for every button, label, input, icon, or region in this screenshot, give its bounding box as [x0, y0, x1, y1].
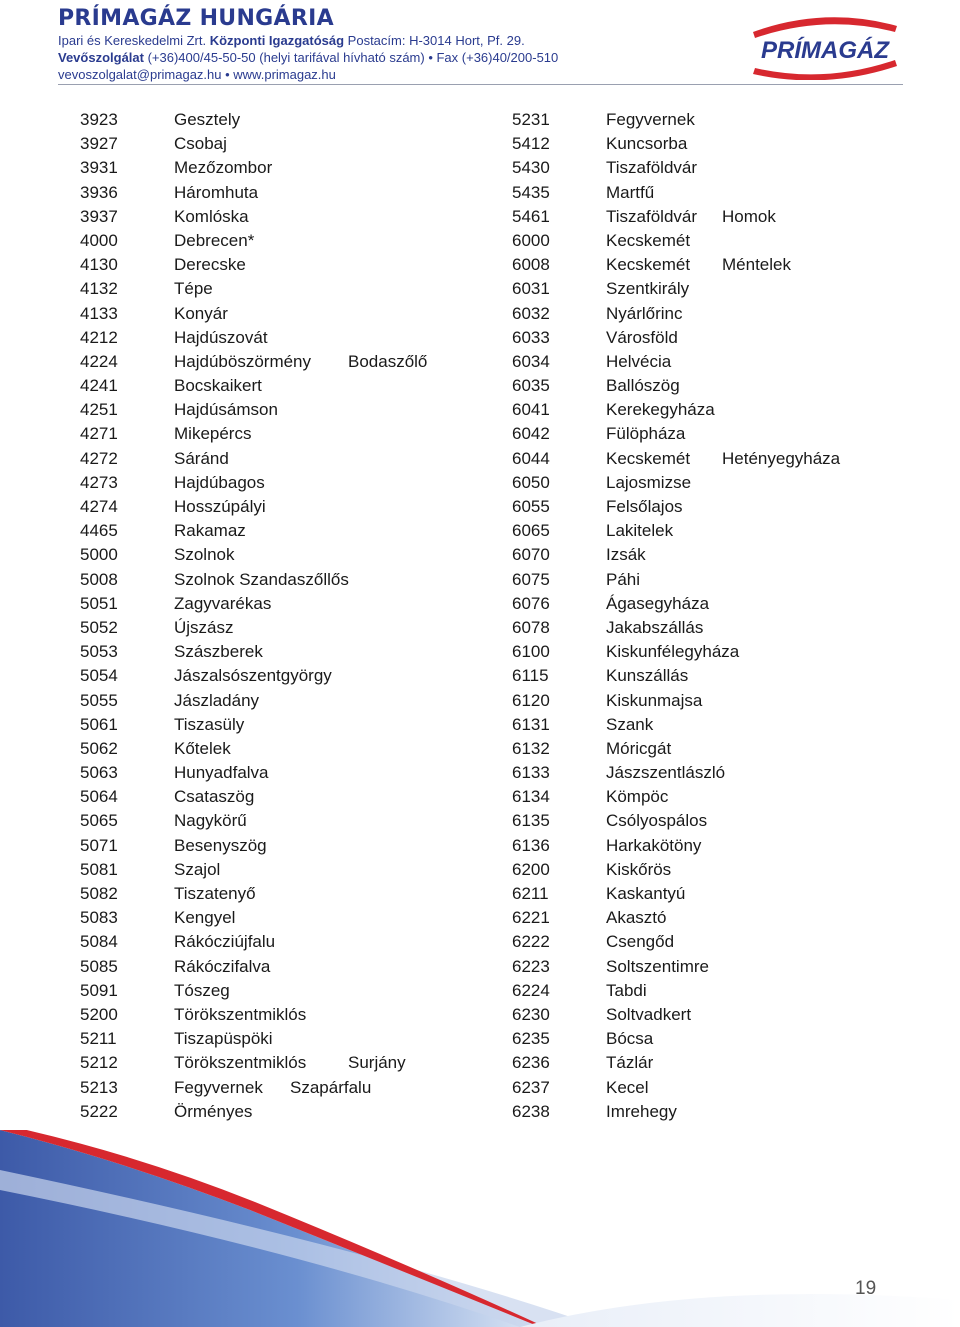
- settlement-name: Hajdúszovát: [174, 327, 268, 347]
- settlement-name: Nyárlőrinc: [606, 303, 683, 323]
- postal-code: 3937: [80, 206, 118, 226]
- settlement-name: Felsőlajos: [606, 497, 683, 516]
- postal-code: 5213: [80, 1077, 118, 1097]
- postal-code: 4212: [80, 327, 118, 347]
- postal-code: 6235: [512, 1029, 550, 1049]
- postal-code: 5054: [80, 666, 118, 686]
- postal-code: 6031: [512, 279, 550, 299]
- settlement-name: Kecskemét: [606, 448, 691, 468]
- district-name: Homok: [722, 206, 776, 226]
- settlement-name: Imrehegy: [606, 1101, 677, 1121]
- postal-code: 6238: [512, 1101, 550, 1121]
- postal-code: 5085: [80, 956, 118, 976]
- postal-code: 5051: [80, 593, 118, 613]
- settlement-name: Ágasegyháza: [606, 593, 710, 613]
- postal-code: 6133: [512, 763, 550, 783]
- postal-code: 6055: [512, 497, 550, 516]
- postal-code: 4130: [80, 255, 118, 275]
- headquarters-label: Központi Igazgatóság: [209, 33, 345, 48]
- settlement-name: Tószeg: [174, 980, 230, 1000]
- logo-swoosh-top: [753, 17, 897, 38]
- postal-code: 4132: [80, 279, 118, 299]
- settlement-name: Szank: [606, 714, 654, 734]
- settlement-name: Konyár: [174, 303, 228, 323]
- postal-code: 6136: [512, 835, 550, 855]
- settlement-name: Tiszaföldvár: [606, 158, 698, 178]
- settlement-name: Örményes: [174, 1101, 253, 1121]
- settlement-name: Zagyvarékas: [174, 593, 272, 613]
- settlement-name: Szentkirály: [606, 279, 690, 299]
- settlement-name: Izsák: [606, 545, 646, 565]
- district-name: Hetényegyháza: [722, 448, 841, 468]
- settlement-name: Fülöpháza: [606, 424, 686, 444]
- settlement-name: Lajosmizse: [606, 472, 692, 492]
- settlement-name: Derecske: [174, 255, 246, 275]
- settlement-name: Sáránd: [174, 448, 229, 468]
- settlement-name: Tiszasüly: [174, 714, 245, 734]
- postal-code: 5071: [80, 835, 118, 855]
- postal-code: 6230: [512, 1004, 550, 1024]
- settlement-name: Ballószög: [606, 376, 680, 396]
- settlement-name: Jakabszállás: [606, 617, 704, 637]
- postal-code: 4224: [80, 351, 118, 371]
- postal-address: Postacím: H-3014 Hort, Pf. 29.: [344, 33, 525, 48]
- settlement-name: Kömpöc: [606, 787, 669, 807]
- postal-code: 5082: [80, 884, 118, 903]
- postal-code: 4133: [80, 303, 118, 323]
- postal-code: 6221: [512, 908, 550, 928]
- settlement-name: Helvécia: [606, 351, 672, 371]
- settlement-name: Kaskantyú: [606, 884, 686, 903]
- settlement-name: Hajdúböszörmény: [174, 351, 312, 371]
- postal-code: 5081: [80, 859, 118, 879]
- company-name: PRÍMAGÁZ HUNGÁRIA: [58, 6, 334, 31]
- postal-code: 5061: [80, 714, 118, 734]
- settlement-name: Akasztó: [606, 908, 667, 928]
- settlement-name: Újszász: [174, 617, 234, 637]
- postal-code: 4274: [80, 497, 118, 516]
- settlement-name: Martfű: [606, 182, 655, 202]
- postal-code: 6236: [512, 1053, 550, 1073]
- settlement-name: Csólyospálos: [606, 811, 708, 831]
- postal-code: 6078: [512, 617, 550, 637]
- postal-code: 5055: [80, 690, 118, 710]
- postal-code: 6120: [512, 690, 550, 710]
- postal-code: 6135: [512, 811, 550, 831]
- header-divider: [58, 84, 903, 85]
- settlement-name: Kiskunfélegyháza: [606, 642, 740, 662]
- settlement-name: Törökszentmiklós: [174, 1053, 307, 1073]
- postal-code: 3927: [80, 134, 118, 154]
- settlement-name: Tiszatenyő: [174, 884, 256, 903]
- header-web-line[interactable]: vevoszolgalat@primagaz.hu • www.primagaz.hu: [58, 67, 336, 82]
- postal-code: 5052: [80, 617, 118, 637]
- postal-code: 6132: [512, 738, 550, 758]
- company-type: Ipari és Kereskedelmi Zrt.: [58, 33, 210, 48]
- settlement-name: Tabdi: [606, 980, 647, 1000]
- postal-code: 5222: [80, 1101, 118, 1121]
- postal-code: 5084: [80, 932, 118, 952]
- postal-code: 6070: [512, 545, 550, 565]
- settlement-name: Csengőd: [606, 932, 675, 952]
- postal-code: 6034: [512, 351, 550, 371]
- settlement-name: Jászalsószentgyörgy: [174, 666, 332, 686]
- settlement-name: Szolnok: [174, 545, 235, 565]
- postal-code: 6008: [512, 255, 550, 275]
- settlement-name: Soltvadkert: [606, 1004, 692, 1024]
- postal-code: 6224: [512, 980, 550, 1000]
- settlement-name: Kunszállás: [606, 666, 689, 686]
- postal-code: 6222: [512, 932, 550, 952]
- postal-code: 5000: [80, 545, 118, 565]
- settlement-name: Szolnok Szandaszőllős: [174, 569, 349, 589]
- postal-code: 5461: [512, 206, 550, 226]
- settlement-name: Tiszaföldvár: [606, 206, 698, 226]
- postal-code: 5008: [80, 569, 118, 589]
- postal-code: 5430: [512, 158, 550, 178]
- settlement-name: Soltszentimre: [606, 956, 709, 976]
- phone-fax: (+36)400/45-50-50 (helyi tarifával hívható szám) • Fax (+36)40/200-510: [143, 50, 559, 65]
- postal-code: 6044: [512, 448, 550, 468]
- postal-code: 5063: [80, 763, 118, 783]
- postal-code: 6076: [512, 593, 550, 613]
- postal-code: 4273: [80, 472, 118, 492]
- postal-code: 4251: [80, 400, 118, 420]
- settlement-name: Kiskőrös: [606, 859, 672, 879]
- settlement-name: Kecel: [606, 1077, 649, 1097]
- settlement-name: Gesztely: [174, 110, 241, 129]
- postal-code: 5083: [80, 908, 118, 928]
- settlement-name: Jászladány: [174, 690, 260, 710]
- settlement-name: Jászszentlászló: [606, 763, 726, 783]
- district-name: Szapárfalu: [290, 1077, 372, 1097]
- postal-code: 5211: [80, 1029, 117, 1049]
- page-number: 19: [855, 1278, 877, 1299]
- settlement-name: Tázlár: [606, 1053, 654, 1073]
- settlement-name: Mezőzombor: [174, 158, 273, 178]
- postal-code: 6237: [512, 1077, 550, 1097]
- postal-code: 6211: [512, 884, 549, 903]
- postal-code: 3931: [80, 158, 118, 178]
- settlement-name: Rakamaz: [174, 521, 246, 541]
- decorative-waves: [0, 1130, 960, 1327]
- postal-code: 5053: [80, 642, 118, 662]
- postal-code: 6042: [512, 424, 550, 444]
- postal-code: 6115: [512, 666, 549, 686]
- settlement-name: Debrecen*: [174, 230, 255, 250]
- settlement-name: Harkakötöny: [606, 835, 702, 855]
- settlement-name: Besenyszög: [174, 835, 267, 855]
- settlement-name: Szászberek: [174, 642, 263, 662]
- settlement-name: Komlóska: [174, 206, 249, 226]
- postal-code: 6033: [512, 327, 550, 347]
- district-name: Bodaszőlő: [348, 351, 428, 371]
- customer-service-label: Vevőszolgálat: [58, 50, 144, 65]
- settlement-name: Kőtelek: [174, 738, 231, 758]
- settlement-name: Tépe: [174, 279, 213, 299]
- postal-code: 5212: [80, 1053, 118, 1073]
- settlement-name: Törökszentmiklós: [174, 1004, 307, 1024]
- settlement-name: Fegyvernek: [174, 1077, 263, 1097]
- postal-code: 5200: [80, 1004, 118, 1024]
- postal-code: 6041: [512, 400, 550, 420]
- settlement-name: Városföld: [606, 327, 678, 347]
- postal-code: 6075: [512, 569, 550, 589]
- postal-code: 6223: [512, 956, 550, 976]
- primagaz-logo: [745, 10, 905, 80]
- settlement-name: Mikepércs: [174, 424, 252, 444]
- postal-code: 6035: [512, 376, 550, 396]
- postal-code: 4271: [80, 424, 118, 444]
- settlement-name: Nagykörű: [174, 811, 247, 831]
- postal-code: 4465: [80, 521, 118, 541]
- settlement-name: Rákócziújfalu: [174, 932, 276, 952]
- postal-code: 5231: [512, 110, 550, 129]
- district-name: Méntelek: [722, 255, 791, 275]
- settlement-name: Hosszúpályi: [174, 497, 266, 516]
- postal-code: 6131: [512, 714, 550, 734]
- settlement-name: Páhi: [606, 569, 641, 589]
- settlement-name: Kengyel: [174, 908, 236, 928]
- settlement-name: Háromhuta: [174, 182, 259, 202]
- postal-code: 4272: [80, 448, 118, 468]
- settlement-name: Kecskemét: [606, 255, 691, 275]
- postal-code: 6032: [512, 303, 550, 323]
- postal-code: 5064: [80, 787, 118, 807]
- settlement-name: Móricgát: [606, 738, 672, 758]
- postal-code: 6100: [512, 642, 550, 662]
- postal-code: 6050: [512, 472, 550, 492]
- settlement-name: Kuncsorba: [606, 134, 688, 154]
- postal-code: 6200: [512, 859, 550, 879]
- settlement-name: Kecskemét: [606, 230, 691, 250]
- settlement-name: Bocskaikert: [174, 376, 262, 396]
- logo-text: PRÍMAGÁZ: [761, 37, 889, 64]
- postal-code: 5091: [80, 980, 118, 1000]
- postal-code: 6134: [512, 787, 550, 807]
- postal-code: 4000: [80, 230, 118, 250]
- settlement-name: Bócsa: [606, 1029, 654, 1049]
- wave-white: [520, 1294, 960, 1327]
- settlement-name: Csataszög: [174, 787, 255, 807]
- settlement-name: Fegyvernek: [606, 110, 695, 129]
- district-name: Surjány: [348, 1053, 406, 1073]
- postal-code: 5435: [512, 182, 550, 202]
- postal-code: 5062: [80, 738, 118, 758]
- settlement-name: Kiskunmajsa: [606, 690, 703, 710]
- settlement-name: Tiszapüspöki: [174, 1029, 273, 1049]
- settlement-name: Rákóczifalva: [174, 956, 271, 976]
- postal-code: 6000: [512, 230, 550, 250]
- postal-code: 6065: [512, 521, 550, 541]
- postal-code: 4241: [80, 376, 118, 396]
- settlement-name: Kerekegyháza: [606, 400, 715, 420]
- settlement-name: Hunyadfalva: [174, 763, 269, 783]
- settlement-name: Hajdúsámson: [174, 400, 278, 420]
- postal-code: 3936: [80, 182, 118, 202]
- postal-code: 5412: [512, 134, 550, 154]
- settlement-name: Lakitelek: [606, 521, 674, 541]
- settlement-name: Csobaj: [174, 134, 227, 154]
- settlement-name: Szajol: [174, 859, 221, 879]
- postal-code: 5065: [80, 811, 118, 831]
- postal-code: 3923: [80, 110, 118, 129]
- settlement-name: Hajdúbagos: [174, 472, 265, 492]
